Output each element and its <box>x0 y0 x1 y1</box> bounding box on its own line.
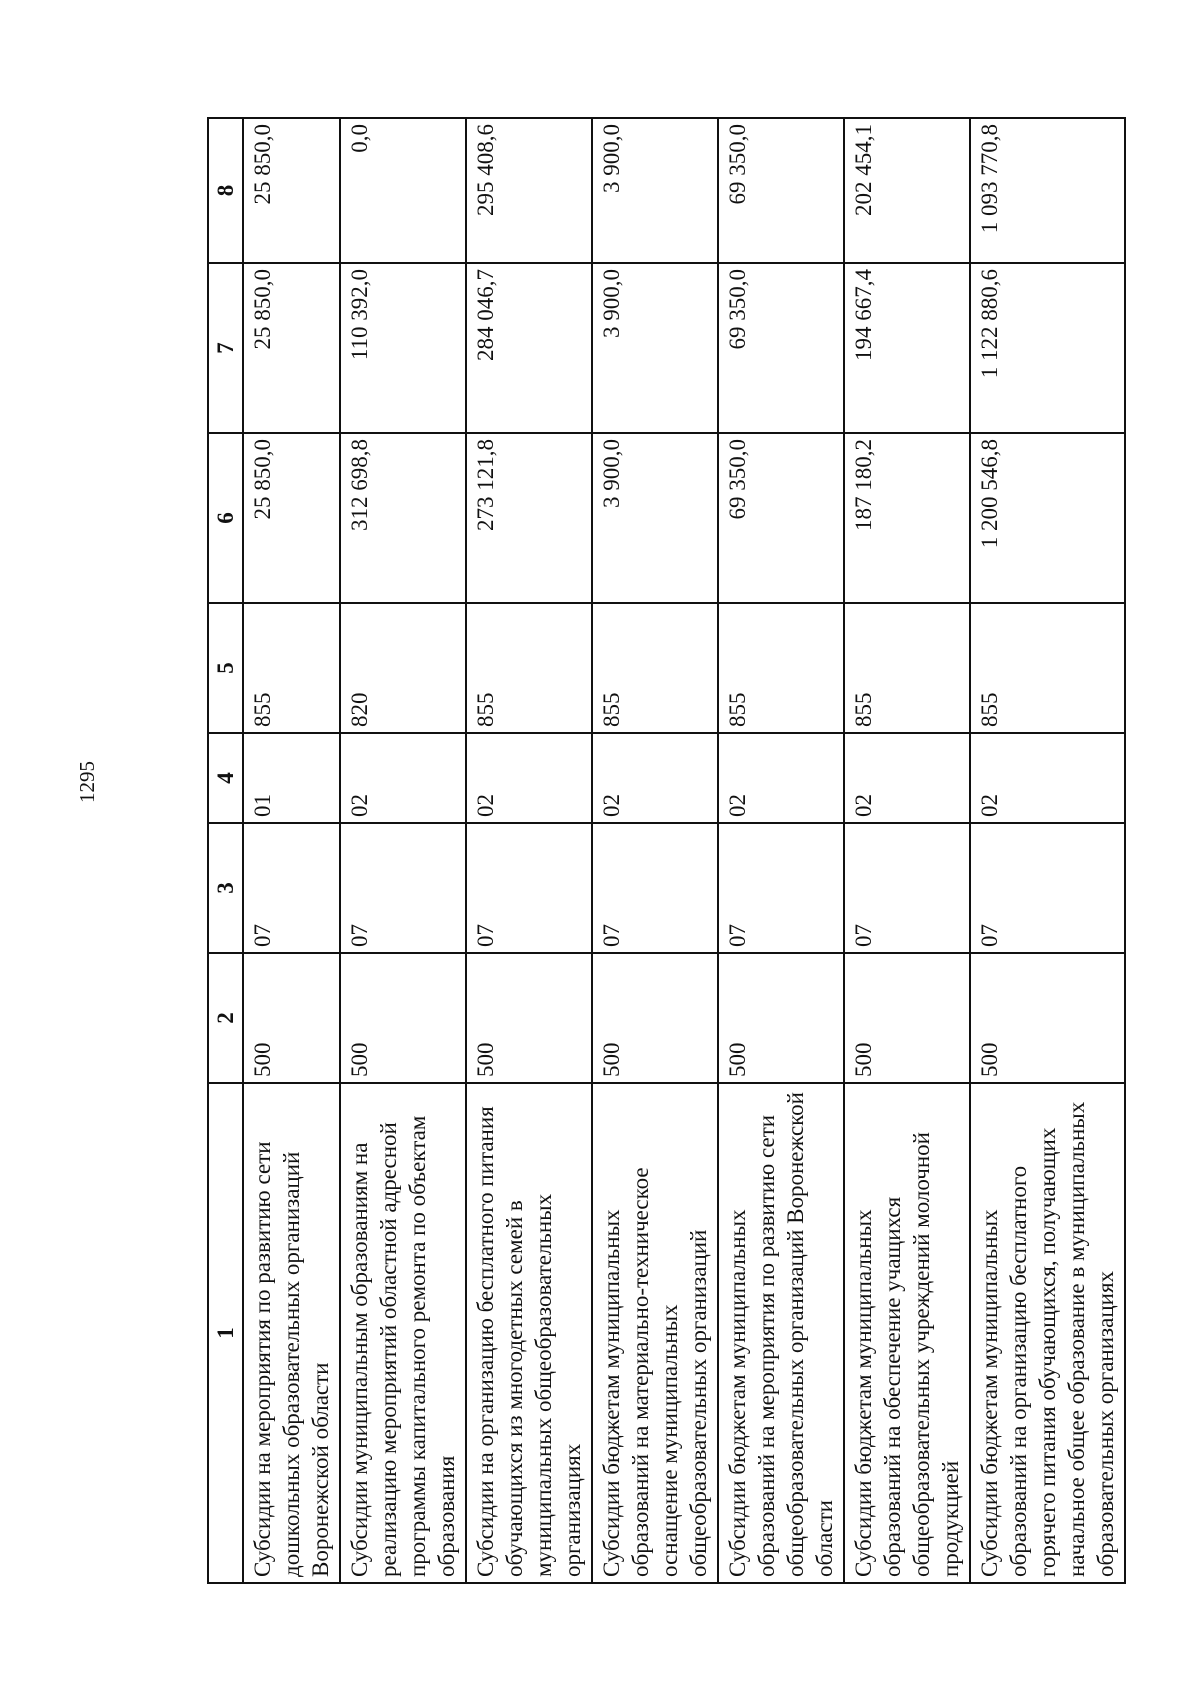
cell-col-6: 69 350,0 <box>718 433 844 603</box>
cell-col-4: 02 <box>718 733 844 823</box>
header-col-7: 7 <box>208 263 243 433</box>
table-row <box>243 118 340 1583</box>
header-col-8: 8 <box>208 118 243 263</box>
cell-col-2: 500 <box>970 953 1125 1083</box>
header-col-3: 3 <box>208 823 243 953</box>
table-row <box>844 118 970 1583</box>
cell-col-4: 02 <box>466 733 592 823</box>
header-col-1: 1 <box>208 1083 243 1583</box>
cell-col-3: 07 <box>970 823 1125 953</box>
cell-col-2: 500 <box>340 953 466 1083</box>
header-col-5: 5 <box>208 603 243 733</box>
cell-col-6: 273 121,8 <box>466 433 592 603</box>
cell-col-2: 500 <box>592 953 718 1083</box>
cell-col-3: 07 <box>466 823 592 953</box>
row-name: Субсидии бюджетам муниципальных образований на мероприятия по развитию сети общеобразовательных организаций Воронежской области <box>718 1083 844 1583</box>
cell-col-6: 1 200 546,8 <box>970 433 1125 603</box>
cell-col-8: 25 850,0 <box>243 118 340 263</box>
cell-col-3: 07 <box>592 823 718 953</box>
cell-col-7: 69 350,0 <box>718 263 844 433</box>
cell-col-7: 3 900,0 <box>592 263 718 433</box>
header-col-4: 4 <box>208 733 243 823</box>
cell-col-7: 1 122 880,6 <box>970 263 1125 433</box>
cell-col-6: 312 698,8 <box>340 433 466 603</box>
table-row <box>970 118 1125 1583</box>
row-name: Субсидии на организацию бесплатного питания обучающихся из многодетных семей в муниципальных общеобразовательных организациях <box>466 1083 592 1583</box>
rotated-table-container <box>207 119 1118 1584</box>
cell-col-7: 284 046,7 <box>466 263 592 433</box>
cell-col-5: 820 <box>340 603 466 733</box>
cell-col-4: 02 <box>340 733 466 823</box>
cell-col-5: 855 <box>243 603 340 733</box>
cell-col-6: 3 900,0 <box>592 433 718 603</box>
cell-col-6: 187 180,2 <box>844 433 970 603</box>
cell-col-8: 0,0 <box>340 118 466 263</box>
cell-col-8: 202 454,1 <box>844 118 970 263</box>
cell-col-8: 1 093 770,8 <box>970 118 1125 263</box>
cell-col-2: 500 <box>243 953 340 1083</box>
cell-col-5: 855 <box>466 603 592 733</box>
cell-col-5: 855 <box>718 603 844 733</box>
cell-col-5: 855 <box>592 603 718 733</box>
cell-col-5: 855 <box>970 603 1125 733</box>
cell-col-8: 3 900,0 <box>592 118 718 263</box>
table-row <box>718 118 844 1583</box>
budget-table <box>207 117 1126 1584</box>
table-row <box>466 118 592 1583</box>
row-name: Субсидии на мероприятия по развитию сети дошкольных образовательных организаций Воронежской области <box>243 1083 340 1583</box>
cell-col-3: 07 <box>718 823 844 953</box>
cell-col-2: 500 <box>466 953 592 1083</box>
cell-col-7: 194 667,4 <box>844 263 970 433</box>
cell-col-8: 295 408,6 <box>466 118 592 263</box>
row-name: Субсидии бюджетам муниципальных образований на организацию бесплатного горячего питания обучающихся, получающих начальное общее образование в муниципальных образовательных организациях <box>970 1083 1125 1583</box>
table-row <box>340 118 466 1583</box>
cell-col-3: 07 <box>340 823 466 953</box>
cell-col-7: 110 392,0 <box>340 263 466 433</box>
row-name: Субсидии бюджетам муниципальных образований на обеспечение учащихся общеобразовательных учреждений молочной продукцией <box>844 1083 970 1583</box>
cell-col-6: 25 850,0 <box>243 433 340 603</box>
cell-col-2: 500 <box>718 953 844 1083</box>
page-number: 1295 <box>75 761 99 803</box>
header-row <box>208 118 243 1583</box>
cell-col-5: 855 <box>844 603 970 733</box>
row-name: Субсидии бюджетам муниципальных образований на материально-техническое оснащение муниципальных общеобразовательных организаций <box>592 1083 718 1583</box>
cell-col-4: 01 <box>243 733 340 823</box>
cell-col-3: 07 <box>844 823 970 953</box>
header-col-2: 2 <box>208 953 243 1083</box>
cell-col-4: 02 <box>844 733 970 823</box>
header-col-6: 6 <box>208 433 243 603</box>
cell-col-4: 02 <box>970 733 1125 823</box>
cell-col-7: 25 850,0 <box>243 263 340 433</box>
cell-col-8: 69 350,0 <box>718 118 844 263</box>
cell-col-3: 07 <box>243 823 340 953</box>
table-row <box>592 118 718 1583</box>
row-name: Субсидии муниципальным образованиям на реализацию мероприятий областной адресной программы капитального ремонта по объектам образования <box>340 1083 466 1583</box>
cell-col-4: 02 <box>592 733 718 823</box>
cell-col-2: 500 <box>844 953 970 1083</box>
